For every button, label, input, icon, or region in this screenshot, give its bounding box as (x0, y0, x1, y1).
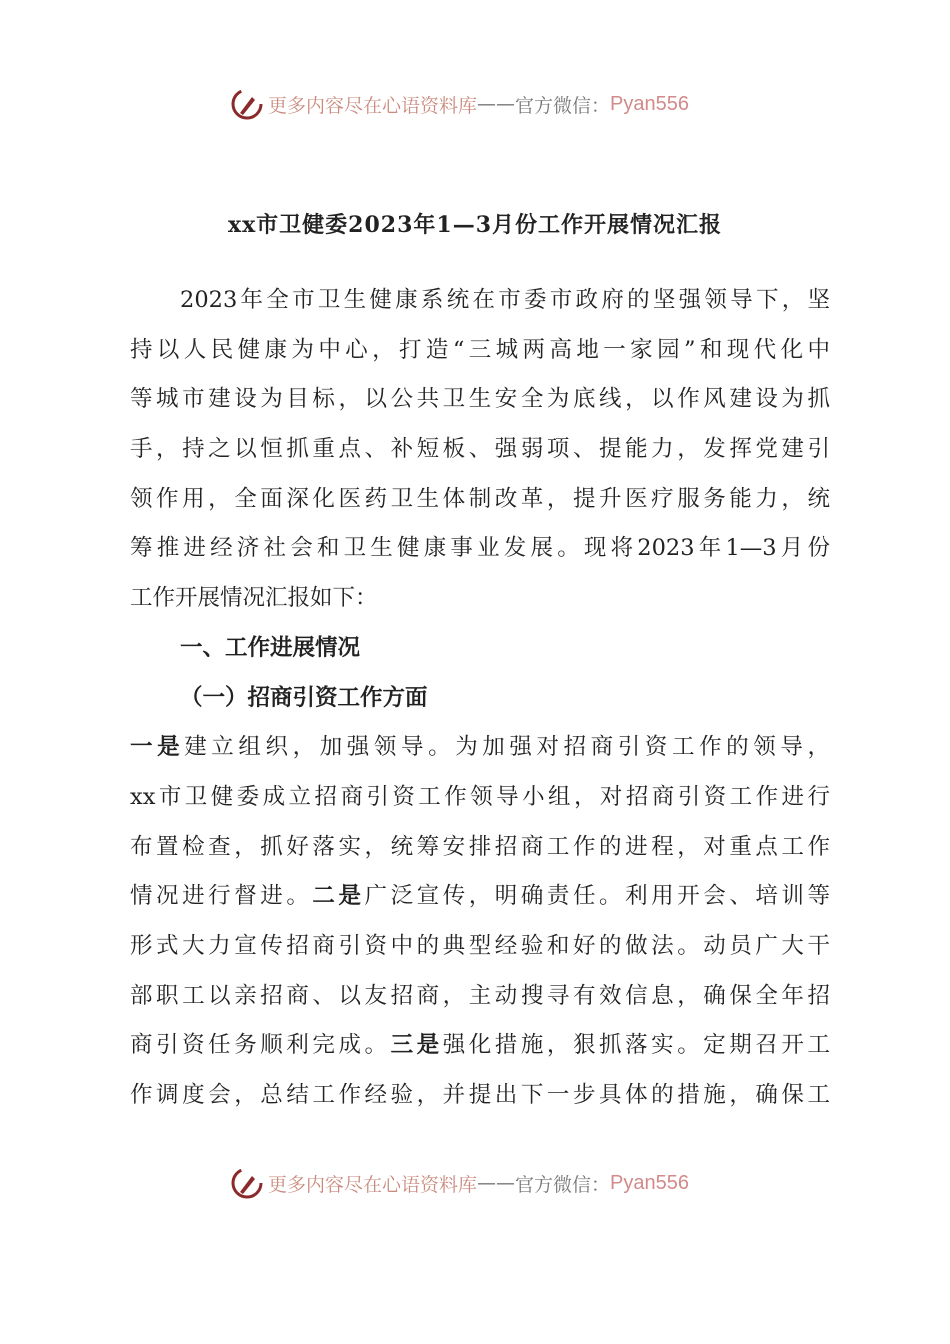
text-segment: 情况进行督进。 (130, 883, 313, 910)
body-line (130, 528, 830, 578)
bold-lead-text: 一是 (130, 734, 185, 761)
text-segment: 广泛宣传，明确责任。利用开会、培训等 (364, 883, 830, 910)
banner-wechat-id: Pyan556 (610, 1171, 689, 1194)
text-segment: 手，持之以恒抓重点、补短板、强弱项、提能力，发挥党建引 (130, 436, 830, 463)
pen-logo-icon (230, 1166, 264, 1200)
footer-banner (230, 1163, 689, 1203)
banner-dash: —— (477, 93, 516, 115)
text-segment: 布置检查，抓好落实，统筹安排招商工作的进程，对重点工作 (130, 833, 830, 860)
text-segment: 筹推进经济社会和卫生健康事业发展。现将2023年1—3月份 (130, 535, 830, 562)
text-segment: 工作开展情况汇报如下： (130, 585, 378, 612)
text-segment: 建立组织，加强领导。为加强对招商引资工作的领导， (184, 734, 830, 761)
header-banner (230, 84, 689, 124)
text-segment: 商引资任务顺利完成。 (130, 1032, 391, 1059)
body-line (130, 976, 830, 1026)
text-segment: xx市卫健委成立招商引资工作领导小组，对招商引资工作进行 (130, 783, 830, 810)
banner-site-text: 更多内容尽在心语资料库 (268, 94, 478, 117)
banner-dash: —— (477, 1172, 516, 1194)
body-line (130, 1025, 830, 1075)
body-line (130, 876, 830, 926)
text-segment: 领作用，全面深化医药卫生体制改革，提升医疗服务能力，统 (130, 485, 830, 512)
text-segment: （一）招商引资工作方面 (180, 684, 428, 711)
body-line (130, 926, 830, 976)
document-title: xx市卫健委2023年1—3月份工作开展情况汇报 (227, 212, 723, 238)
text-segment: 2023年全市卫生健康系统在市委市政府的坚强领导下，坚 (180, 287, 830, 313)
section-heading (130, 628, 830, 678)
body-line (130, 827, 830, 877)
text-segment: 强化措施，狠抓落实。定期召开工 (442, 1032, 830, 1059)
body-line (130, 429, 830, 479)
text-segment: 部职工以亲招商、以友招商，主动搜寻有效信息，确保全年招 (130, 982, 830, 1009)
pen-logo-icon (230, 87, 264, 121)
body-line (130, 379, 830, 429)
body-line (130, 578, 830, 628)
body-line (130, 1075, 830, 1125)
text-segment: 作调度会，总结工作经验，并提出下一步具体的措施，确保工 (130, 1082, 830, 1108)
bold-lead-text: 二是 (312, 883, 365, 910)
body-line (130, 727, 830, 777)
section-heading (130, 678, 830, 728)
banner-wechat-label: 官方微信： (515, 94, 611, 117)
body-line (130, 479, 830, 529)
document-body (130, 280, 830, 1125)
body-line (130, 777, 830, 827)
bold-lead-text: 三是 (390, 1032, 443, 1059)
banner-site-text: 更多内容尽在心语资料库 (268, 1173, 478, 1196)
body-line (130, 280, 830, 330)
text-segment: 形式大力宣传招商引资中的典型经验和好的做法。动员广大干 (130, 932, 830, 959)
text-segment: 持以人民健康为中心，打造“三城两高地一家园”和现代化中 (130, 336, 830, 363)
banner-wechat-id: Pyan556 (610, 92, 689, 115)
body-line (130, 330, 830, 380)
text-segment: 等城市建设为目标，以公共卫生安全为底线，以作风建设为抓 (130, 386, 830, 413)
text-segment: 一、工作进展情况 (180, 634, 361, 661)
banner-wechat-label: 官方微信： (515, 1173, 611, 1196)
